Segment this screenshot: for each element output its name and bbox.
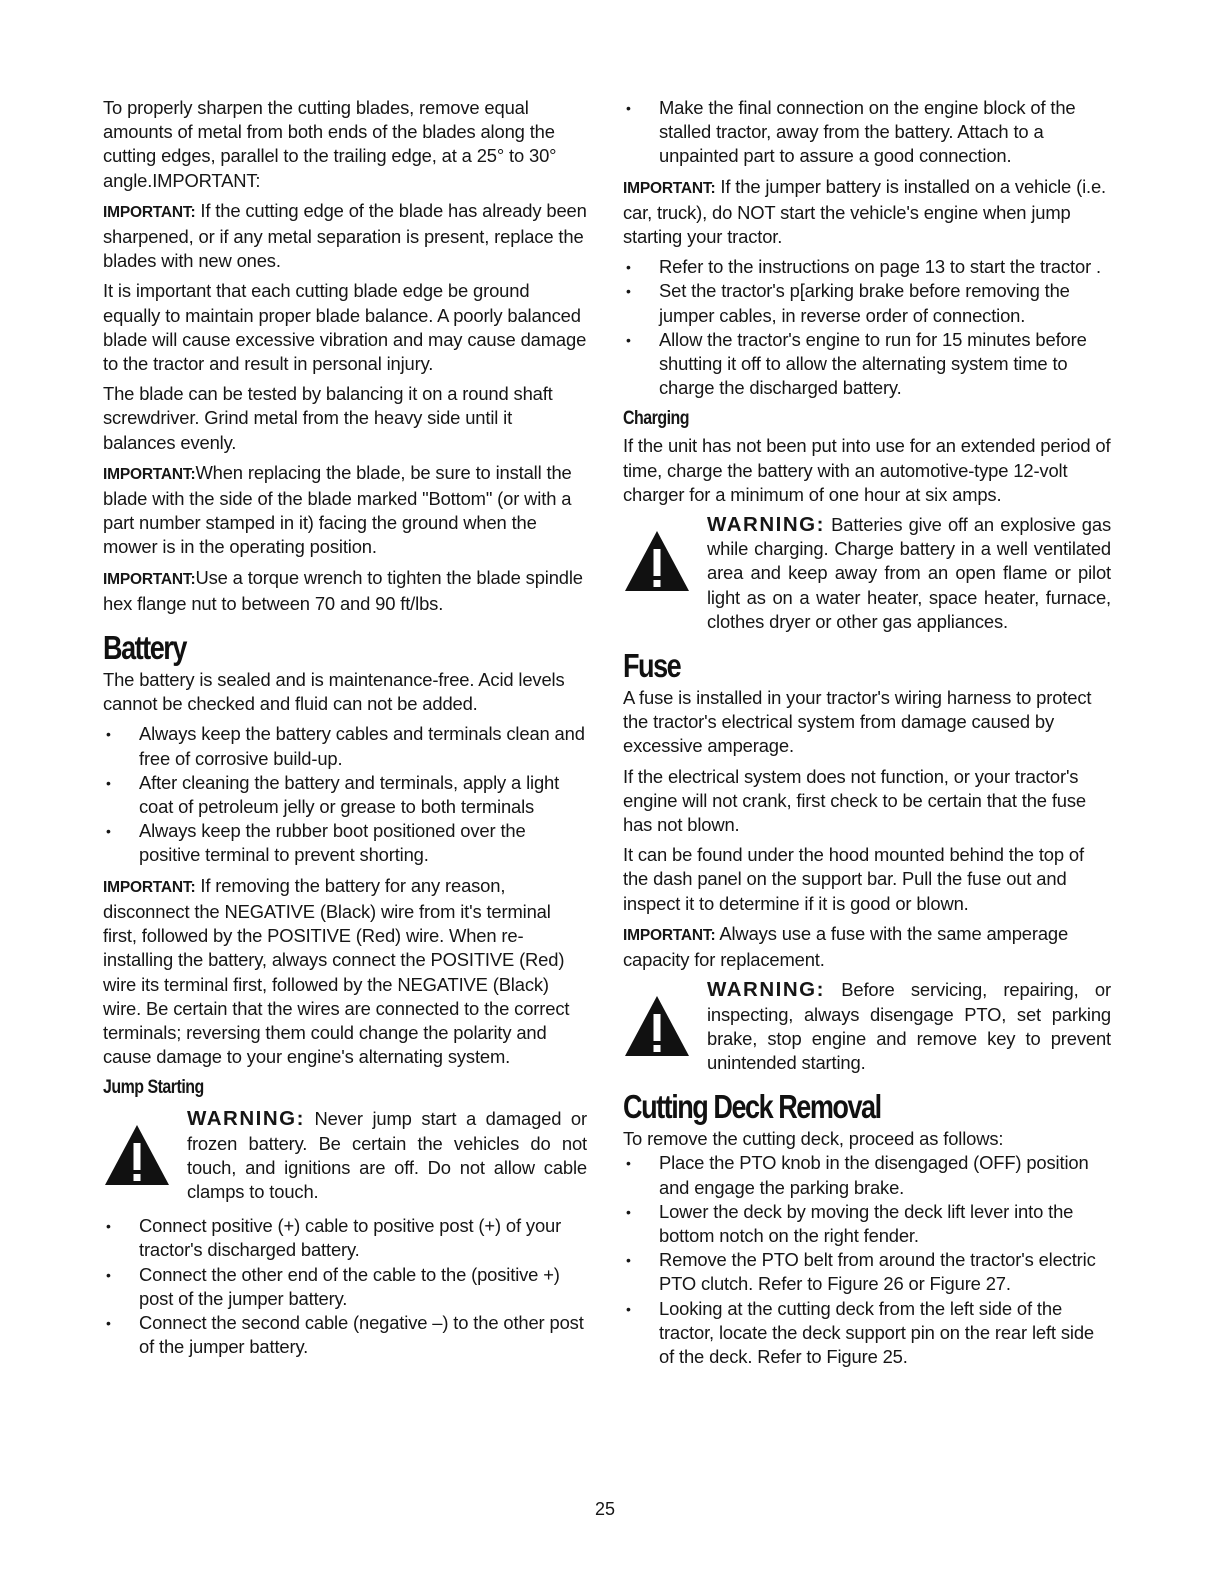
right-column: [623, 96, 1111, 1375]
battery-bullet-list: [103, 722, 587, 867]
important-note-fuse: IMPORTANT: Always use a fuse with the same amperage capacity for replacement.: [623, 922, 1069, 971]
bullet-icon: •: [106, 726, 111, 743]
list-item: • Lower the deck by moving the deck lift lever into the bottom notch on the right fender.: [626, 1200, 1074, 1246]
warning-label: WARNING:: [707, 978, 825, 1002]
start-tractor-list: [623, 255, 1111, 400]
warning-servicing: WARNING: Before servicing, repairing, or inspecting, always disengage PTO, set parking brake, stop engine and remove key to prevent unintended starting.: [623, 978, 1111, 1075]
bullet-icon: •: [106, 823, 111, 840]
battery-intro: The battery is sealed and is maintenance-free. Acid levels cannot be checked and fluid can not be added.: [103, 669, 565, 715]
list-item: • After cleaning the battery and terminals, apply a light coat of petroleum jelly or grease to both terminals: [106, 771, 560, 818]
list-item: • Allow the tractor's engine to run for 15 minutes before shutting it off to allow the alternating system time to charge the discharged battery.: [626, 328, 1087, 399]
warning-label: WARNING:: [707, 513, 825, 537]
list-item: • Always keep the battery cables and terminals clean and free of corrosive build-up.: [106, 723, 585, 769]
warning-triangle-icon: [623, 529, 691, 593]
bullet-icon: •: [106, 774, 111, 791]
blade-balance-paragraph: It is important that each cutting blade edge be ground equally to maintain proper blade balance. A poorly balanced blade will cause excessive vibration and may cause damage to the tractor and result in personal injury.: [103, 280, 587, 375]
list-item: • Connect the second cable (negative –) to the other post of the jumper battery.: [106, 1311, 584, 1358]
list-item: • Looking at the cutting deck from the left side of the tractor, locate the deck support pin on the rear left side of the deck. Refer to Figure 25.: [626, 1297, 1094, 1367]
deck-removal-list: [623, 1151, 1111, 1369]
bullet-icon: •: [626, 100, 631, 116]
important-note-sharpened: IMPORTANT: If the cutting edge of the blade has already been sharpened, or if any metal separation is present, replace the blades with new ones.: [103, 199, 587, 272]
important-label: IMPORTANT:: [103, 465, 196, 483]
fuse-paragraph-2: If the electrical system does not function, or your tractor's engine will not crank, first check to be certain that the fuse has not blown.: [623, 765, 1086, 836]
fuse-paragraph-3: It can be found under the hood mounted behind the top of the dash panel on the support bar. Pull the fuse out and inspect it to determine if it is good or blown.: [623, 844, 1084, 914]
important-note-removing-battery: IMPORTANT: If removing the battery for any reason, disconnect the NEGATIVE (Black) wire from it's terminal first, followed by the POSITIVE (Red) wire. When re-installing the battery, always connect the POSITIVE (Red) wire its terminal first, followed by the NEGATIVE (Black) wire. Be certain that the wires are connected to the correct terminals; reversing them could change the polarity and cause damage to your engine's alternating system.: [103, 874, 570, 1068]
warning-triangle-icon: [623, 994, 691, 1058]
important-label: IMPORTANT:: [103, 203, 196, 221]
blade-sharpen-paragraph: To properly sharpen the cutting blades, remove equal amounts of metal from both ends of the blades along the cutting edges, parallel to the trailing edge, at a 25° to 30° angle.IMPORTANT:: [103, 97, 557, 191]
important-note-torque: IMPORTANT:Use a torque wrench to tighten the blade spindle hex flange nut to between 70 and 90 ft/lbs.: [103, 566, 583, 614]
bullet-icon: •: [626, 1155, 631, 1172]
warning-charging: WARNING: Batteries give off an explosive gas while charging. Charge battery in a well ventilated area and keep away from an open flame or pilot light as on a water heater, space heater, furnace, clothes dryer or other gas appliances.: [623, 513, 1111, 634]
important-label: IMPORTANT:: [103, 570, 196, 588]
bullet-icon: •: [626, 1252, 631, 1269]
list-item: • Place the PTO knob in the disengaged (OFF) position and engage the parking brake.: [626, 1152, 1089, 1198]
blade-test-paragraph: The blade can be tested by balancing it on a round shaft screwdriver. Grind metal from the heavy side until it balances evenly.: [103, 383, 553, 453]
left-column: [103, 96, 587, 1365]
deck-intro: To remove the cutting deck, proceed as follows:: [623, 1128, 1004, 1150]
bullet-icon: •: [626, 1203, 631, 1220]
important-label: IMPORTANT:: [623, 926, 716, 944]
warning-label: WARNING:: [187, 1107, 305, 1131]
charging-paragraph: If the unit has not been put into use for an extended period of time, charge the battery with an automotive-type 12-volt charger for a minimum of one hour at six amps.: [623, 435, 1111, 505]
charging-heading: Charging: [623, 408, 690, 430]
jump-starting-heading: Jump Starting: [103, 1077, 204, 1099]
important-label: IMPORTANT:: [623, 179, 716, 197]
bullet-icon: •: [106, 1314, 111, 1331]
fuse-paragraph-1: A fuse is installed in your tractor's wiring harness to protect the tractor's electrical system from damage caused by excessive amperage.: [623, 687, 1092, 757]
final-connection-list: [623, 96, 1111, 169]
page-number: 25: [594, 1499, 616, 1519]
important-note-replacing: IMPORTANT:When replacing the blade, be sure to install the blade with the side of the blade marked "Bottom" (or with a part number stamped in it) facing the ground when the mower is in the operating position.: [103, 461, 572, 558]
list-item: • Connect positive (+) cable to positive post (+) of your tractor's discharged battery.: [106, 1215, 562, 1261]
important-label: IMPORTANT:: [103, 878, 196, 896]
battery-heading: Battery: [103, 629, 186, 667]
important-note-jumper-vehicle: IMPORTANT: If the jumper battery is installed on a vehicle (i.e. car, truck), do NOT start the vehicle's engine when jump starting your tractor.: [623, 175, 1106, 248]
bullet-icon: •: [626, 259, 631, 276]
bullet-icon: •: [626, 283, 631, 300]
list-item: • Make the final connection on the engine block of the stalled tractor, away from the battery. Attach to a unpainted part to assure a good connection.: [626, 97, 1076, 167]
jump-bullet-list: [103, 1214, 587, 1359]
list-item: • Remove the PTO belt from around the tractor's electric PTO clutch. Refer to Figure 26 or Figure 27.: [626, 1249, 1096, 1295]
warning-triangle-icon: [103, 1123, 171, 1187]
bullet-icon: •: [106, 1266, 111, 1283]
list-item: • Set the tractor's p[arking brake before removing the jumper cables, in reverse order of connection.: [626, 280, 1070, 326]
bullet-icon: •: [626, 1300, 631, 1317]
bullet-icon: •: [106, 1218, 111, 1235]
list-item: • Always keep the rubber boot positioned over the positive terminal to prevent shorting.: [106, 820, 526, 866]
list-item: • Connect the other end of the cable to the (positive +) post of the jumper battery.: [106, 1263, 560, 1309]
bullet-icon: •: [626, 331, 631, 348]
warning-jump-start: WARNING: Never jump start a damaged or frozen battery. Be certain the vehicles do not touch, and ignitions are off. Do not allow cable clamps to touch.: [103, 1107, 587, 1204]
list-item: • Refer to the instructions on page 13 to start the tractor .: [623, 255, 1111, 279]
cutting-deck-removal-heading: Cutting Deck Removal: [623, 1088, 881, 1126]
fuse-heading: Fuse: [623, 647, 681, 685]
